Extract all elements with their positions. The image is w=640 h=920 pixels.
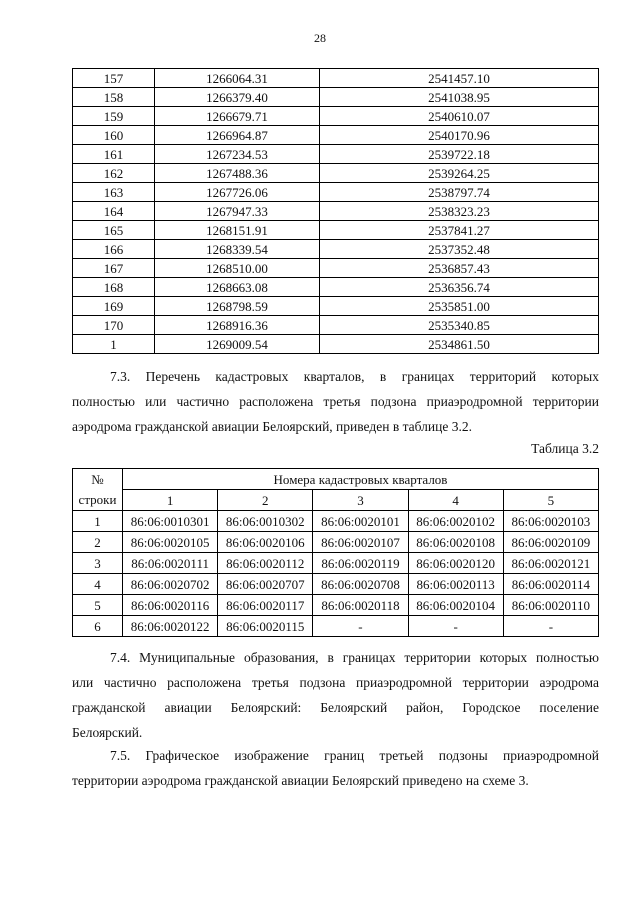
- table-row: [73, 511, 599, 532]
- column-number-cell: 5: [503, 490, 598, 511]
- paragraph-line: территории аэродрома гражданской авиации Белоярский приведено на схеме 3.: [72, 773, 529, 788]
- paragraph-7-3: [72, 364, 599, 439]
- table-row: [73, 532, 599, 553]
- column-number-cell: 3: [313, 490, 408, 511]
- table-row: [73, 335, 599, 354]
- cadastral-number-cell: 86:06:0020108: [408, 532, 503, 553]
- cadastral-number-cell: 86:06:0020117: [218, 595, 313, 616]
- x-coordinate-cell: 1267488.36: [155, 164, 320, 183]
- paragraph-line: 7.4. Муниципальные образования, в границах территории которых полностью: [110, 650, 599, 665]
- x-coordinate-cell: 1266379.40: [155, 88, 320, 107]
- page-number: 28: [314, 31, 326, 45]
- cadastral-number-cell: 86:06:0020106: [218, 532, 313, 553]
- table-row: [73, 126, 599, 145]
- paragraph-7-4: [72, 645, 599, 745]
- cadastral-number-cell: 86:06:0010302: [218, 511, 313, 532]
- y-coordinate-cell: 2538323.23: [320, 202, 599, 221]
- cadastral-number-cell: 86:06:0020107: [313, 532, 408, 553]
- cadastral-number-cell: 86:06:0020102: [408, 511, 503, 532]
- cadastral-number-cell: 86:06:0020707: [218, 574, 313, 595]
- cadastral-number-cell: 86:06:0020120: [408, 553, 503, 574]
- point-number-cell: 160: [73, 126, 155, 145]
- point-number-cell: 163: [73, 183, 155, 202]
- row-number-cell: 3: [73, 553, 123, 574]
- point-number-cell: 161: [73, 145, 155, 164]
- paragraph-line: или частично расположена третья подзона приаэродромной территории аэродрома: [72, 675, 599, 690]
- y-coordinate-cell: 2536857.43: [320, 259, 599, 278]
- paragraph-line: 7.5. Графическое изображение границ третьей подзоны приаэродромной: [110, 748, 599, 763]
- table-row: [73, 259, 599, 278]
- paragraph-line: 7.3. Перечень кадастровых кварталов, в границах территорий которых: [110, 369, 599, 384]
- paragraph-line: Белоярский.: [72, 725, 143, 740]
- table-row: [73, 616, 599, 637]
- table-caption: Таблица 3.2: [531, 441, 599, 456]
- x-coordinate-cell: 1267234.53: [155, 145, 320, 164]
- table-header-row: [73, 469, 599, 490]
- point-number-cell: 167: [73, 259, 155, 278]
- table-row: [73, 164, 599, 183]
- cadastral-number-cell: 86:06:0020702: [123, 574, 218, 595]
- group-header: Номера кадастровых кварталов: [123, 469, 599, 490]
- cadastral-number-cell: 86:06:0020112: [218, 553, 313, 574]
- row-number-header-cont: [73, 490, 123, 511]
- y-coordinate-cell: 2535340.85: [320, 316, 599, 335]
- x-coordinate-cell: 1266679.71: [155, 107, 320, 126]
- cadastral-number-cell: 86:06:0020119: [313, 553, 408, 574]
- y-coordinate-cell: 2536356.74: [320, 278, 599, 297]
- cadastral-number-cell: -: [313, 616, 408, 637]
- x-coordinate-cell: 1268663.08: [155, 278, 320, 297]
- point-number-cell: 168: [73, 278, 155, 297]
- point-number-cell: 1: [73, 335, 155, 354]
- row-number-cell: 1: [73, 511, 123, 532]
- x-coordinate-cell: 1267947.33: [155, 202, 320, 221]
- row-number-header-line1: №: [91, 471, 104, 487]
- cadastral-table-body: [73, 511, 599, 637]
- y-coordinate-cell: 2537352.48: [320, 240, 599, 259]
- table-row: [73, 297, 599, 316]
- table-row: [73, 316, 599, 335]
- cadastral-number-cell: 86:06:0020113: [408, 574, 503, 595]
- cadastral-number-cell: 86:06:0020104: [408, 595, 503, 616]
- table-row: [73, 595, 599, 616]
- point-number-cell: 159: [73, 107, 155, 126]
- column-number-cell: 2: [218, 490, 313, 511]
- paragraph-line: гражданской авиации Белоярский: Белоярский район, Городское поселение: [72, 700, 599, 715]
- coordinates-table-body: [73, 69, 599, 354]
- cadastral-number-cell: 86:06:0020114: [503, 574, 598, 595]
- row-number-cell: 6: [73, 616, 123, 637]
- row-number-cell: 5: [73, 595, 123, 616]
- paragraph-7-5: [72, 743, 599, 793]
- cadastral-number-cell: 86:06:0020708: [313, 574, 408, 595]
- cadastral-number-cell: 86:06:0020122: [123, 616, 218, 637]
- point-number-cell: 169: [73, 297, 155, 316]
- column-number-cell: 4: [408, 490, 503, 511]
- column-number-cell: 1: [123, 490, 218, 511]
- table-row: [73, 240, 599, 259]
- point-number-cell: 166: [73, 240, 155, 259]
- cadastral-number-cell: 86:06:0020115: [218, 616, 313, 637]
- y-coordinate-cell: 2535851.00: [320, 297, 599, 316]
- paragraph-line: аэродрома гражданской авиации Белоярский, приведен в таблице 3.2.: [72, 419, 472, 434]
- x-coordinate-cell: 1266964.87: [155, 126, 320, 145]
- cadastral-number-cell: 86:06:0020109: [503, 532, 598, 553]
- paragraph-line: полностью или частично расположена третья подзона приаэродромной территории: [72, 394, 599, 409]
- point-number-cell: 164: [73, 202, 155, 221]
- y-coordinate-cell: 2538797.74: [320, 183, 599, 202]
- cadastral-number-cell: 86:06:0020103: [503, 511, 598, 532]
- table-row: [73, 107, 599, 126]
- cadastral-number-cell: 86:06:0020121: [503, 553, 598, 574]
- coordinates-table: [72, 68, 599, 354]
- row-number-cell: 2: [73, 532, 123, 553]
- cadastral-number-cell: 86:06:0020118: [313, 595, 408, 616]
- x-coordinate-cell: 1269009.54: [155, 335, 320, 354]
- y-coordinate-cell: 2539722.18: [320, 145, 599, 164]
- table-row: [73, 574, 599, 595]
- x-coordinate-cell: 1268798.59: [155, 297, 320, 316]
- point-number-cell: 170: [73, 316, 155, 335]
- y-coordinate-cell: 2541457.10: [320, 69, 599, 88]
- x-coordinate-cell: 1268151.91: [155, 221, 320, 240]
- cadastral-number-cell: 86:06:0020105: [123, 532, 218, 553]
- x-coordinate-cell: 1266064.31: [155, 69, 320, 88]
- y-coordinate-cell: 2539264.25: [320, 164, 599, 183]
- x-coordinate-cell: 1268339.54: [155, 240, 320, 259]
- row-number-header-line2: строки: [78, 492, 117, 508]
- cadastral-number-cell: 86:06:0020110: [503, 595, 598, 616]
- y-coordinate-cell: 2534861.50: [320, 335, 599, 354]
- table-row: [73, 145, 599, 164]
- table-row: [73, 69, 599, 88]
- point-number-cell: 165: [73, 221, 155, 240]
- cadastral-number-cell: 86:06:0020101: [313, 511, 408, 532]
- cadastral-number-cell: -: [408, 616, 503, 637]
- y-coordinate-cell: 2540170.96: [320, 126, 599, 145]
- table-row: [73, 553, 599, 574]
- point-number-cell: 162: [73, 164, 155, 183]
- x-coordinate-cell: 1267726.06: [155, 183, 320, 202]
- table-row: [73, 221, 599, 240]
- y-coordinate-cell: 2541038.95: [320, 88, 599, 107]
- table-row: [73, 183, 599, 202]
- cadastral-number-cell: -: [503, 616, 598, 637]
- cadastral-number-cell: 86:06:0020116: [123, 595, 218, 616]
- x-coordinate-cell: 1268510.00: [155, 259, 320, 278]
- x-coordinate-cell: 1268916.36: [155, 316, 320, 335]
- row-number-cell: 4: [73, 574, 123, 595]
- table-row: [73, 88, 599, 107]
- y-coordinate-cell: 2537841.27: [320, 221, 599, 240]
- cadastral-number-cell: 86:06:0010301: [123, 511, 218, 532]
- y-coordinate-cell: 2540610.07: [320, 107, 599, 126]
- table-row: [73, 202, 599, 221]
- table-row: [73, 278, 599, 297]
- cadastral-number-cell: 86:06:0020111: [123, 553, 218, 574]
- point-number-cell: 158: [73, 88, 155, 107]
- cadastral-quarters-table: [72, 468, 599, 637]
- point-number-cell: 157: [73, 69, 155, 88]
- column-number-row: [73, 490, 599, 511]
- row-number-header: [73, 469, 123, 490]
